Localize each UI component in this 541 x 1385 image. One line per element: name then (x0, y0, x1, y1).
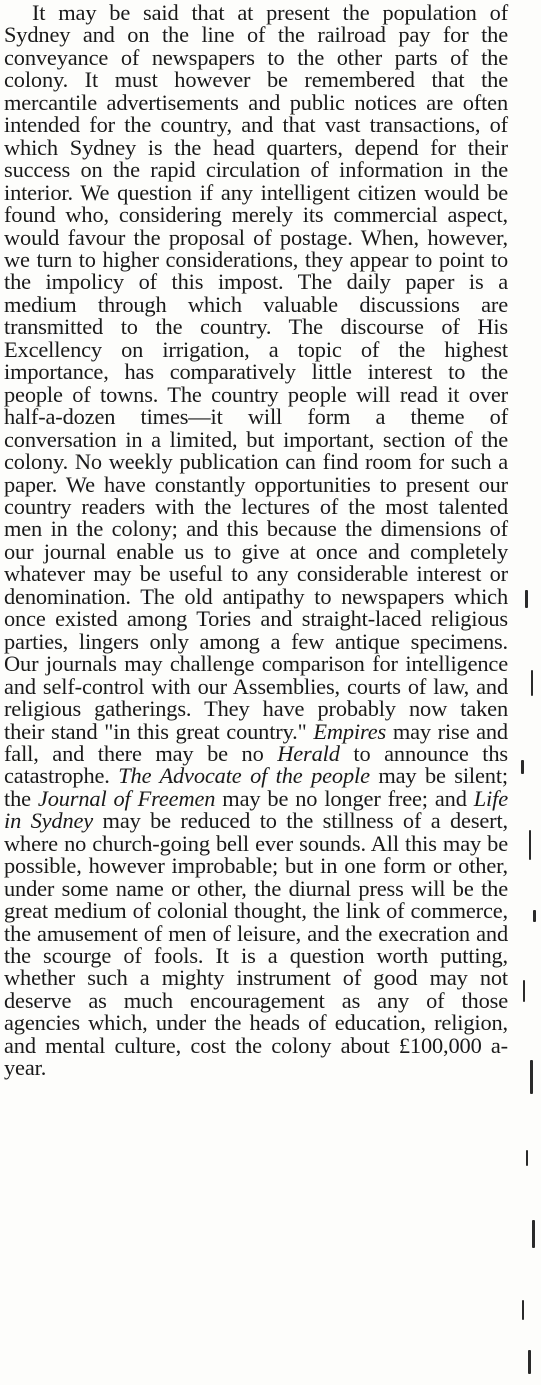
article-text-part-2: may rise and fall, and there may be no (4, 718, 508, 766)
article-text-part-5: may be no longer free; and (215, 785, 474, 811)
title-life-in-sydney: Life in Sydney (4, 785, 508, 834)
article-text-part-1: It may be said that at present the population of Sydney and on the line of the railroad pay for the conveyance of newspapers to the other parts of the colony. It must however be remembered that the mercantile advertisements and public notices are often intended for the country, and that vast transactions, of which Sydney is the head quarters, depend for their success on the rapid circulation of information in the interior. We question if any intelligent citizen would be found who, considering merely its commercial aspect, would favour the proposal of postage. When, however, we turn to higher considerations, they appear to point to the impolicy of this impost. The daily paper is a medium through which valuable discussions are transmitted to the country. The discourse of His Excellency on irrigation, a topic of the highest importance, has comparatively little interest to the people of towns. The country people will read it over half-a-dozen times—it will form a theme of conversation in a limited, but important, section of the colony. No weekly publication can find room for such a paper. We have constantly opportunities to present our country readers with the lectures of the most talented men in the colony; and this because the dimensions of our journal enable us to give at once and completely whatever may be useful to any considerable interest or denomination. The old antipathy to newspapers which once existed among Tories and straight-laced religious parties, lingers only among a few antique specimens. Our journals may challenge comparison for intelligence and self-control with our Assemblies, courts of law, and religious gatherings. They have probably now taken their stand "in this great country." (4, 0, 508, 744)
title-advocate-of-the-people: The Advocate of the people (118, 763, 370, 789)
article-column (4, 2, 508, 1080)
article-text-part-3: to announce ths catastrophe. (4, 740, 508, 789)
torn-page-edge (511, 500, 541, 1385)
article-text-part-6: may be reduced to the stillness of a desert, where no church-going bell ever sounds. All this may be possible, however improbable; but in one form or other, under some name or other, the diurnal press will be the great medium of colonial thought, the link of commerce, the amusement of men of leisure, and the execration and the scourge of fools. It is a question worth putting, whether such a mighty instrument of good may not deserve as much encouragement as any of those agencies which, under the heads of education, religion, and mental culture, cost the colony about £100,000 a-year. (4, 808, 508, 1081)
title-empires: Empires (313, 718, 387, 744)
article-paragraph (4, 2, 508, 1080)
title-herald: Herald (277, 740, 340, 766)
title-journal-of-freemen: Journal of Freemen (37, 785, 216, 811)
article-text-part-4: may be silent; the (4, 763, 508, 811)
